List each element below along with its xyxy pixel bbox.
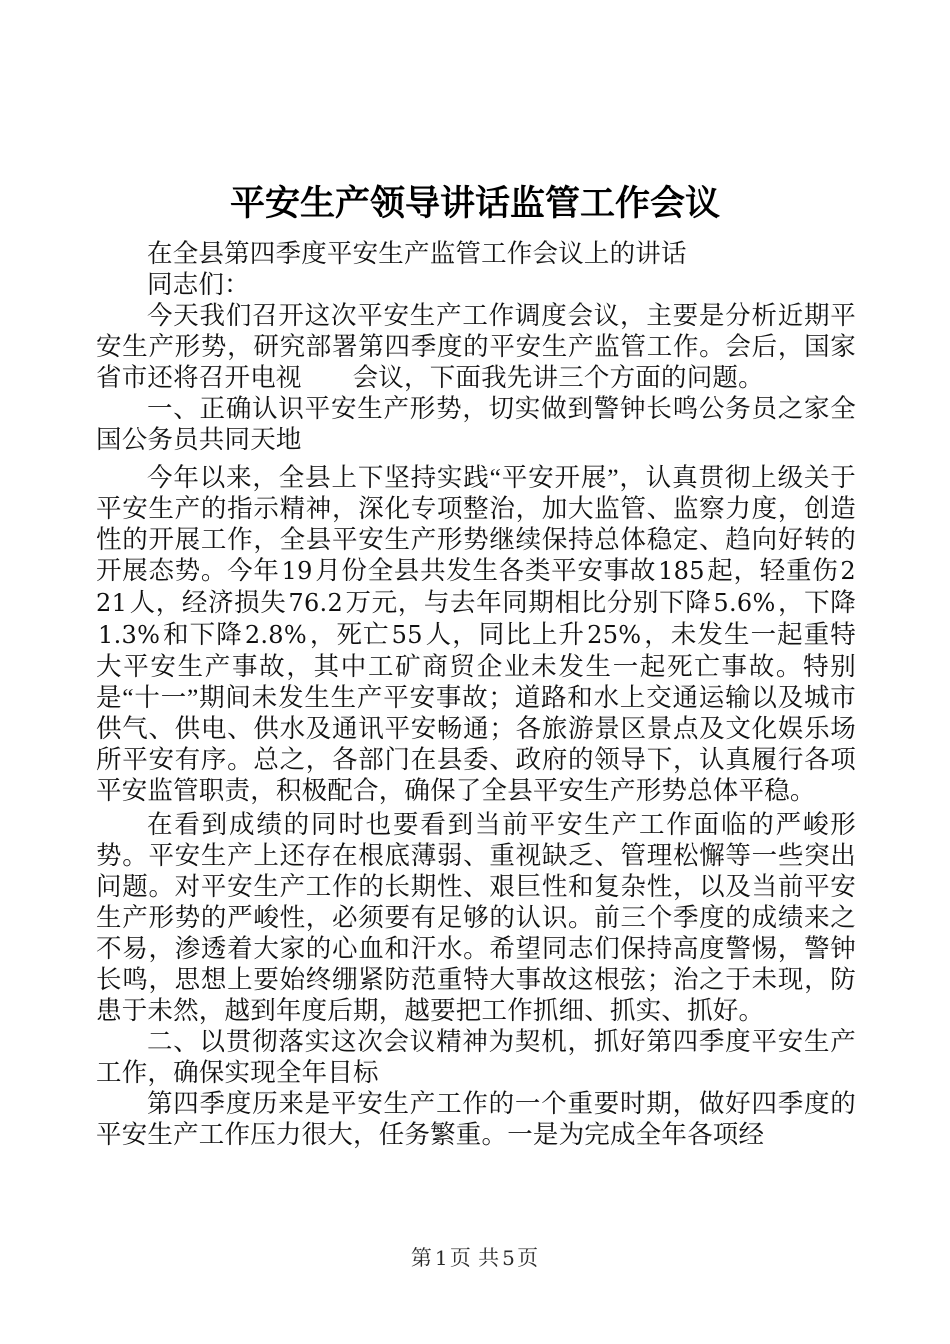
stat-text-a: 今年以来，全县上下坚持实践“平安开展”，认真贯彻上级关于平安生产的指示精神，深化专项整治，加大监管、监察力度，创造性的开展工作，全县平安生产形势继续保持总体稳定、趋向好转的开展态势。今年 xyxy=(96,463,856,585)
stat-text-c: 起，轻重伤 xyxy=(706,556,839,585)
footer-total-pages: 5 xyxy=(502,1246,516,1270)
stat-text-d: 人，经济损失 xyxy=(129,588,287,617)
figure-injured: 221 xyxy=(96,557,856,617)
page-title: 平安生产领导讲话监管工作会议 xyxy=(229,184,720,223)
footer-middle: 页 共 xyxy=(449,1246,501,1270)
paragraph-statistics xyxy=(96,462,856,806)
paragraph-opening-text-a: 今天我们召开这次平安生产工作调度会议，主要是分析近期平安生产形势，研究部署第四季度的平安生产监管工作。会后，国家省市还将召开电视 xyxy=(96,301,856,392)
figure-month: 19 xyxy=(281,557,313,585)
figure-drop-loss: 2.8% xyxy=(244,621,307,649)
paragraph-challenges: 在看到成绩的同时也要看到当前平安生产工作面临的严峻形势。平安生产上还存在根底薄弱、重视缺乏、管理松懈等一些突出问题。对平安生产工作的长期性、艰巨性和复杂性，以及当前平安生产形势的严峻性，必须要有足够的认识。前三个季度的成绩来之不易，渗透着大家的心血和汗水。希望同志们保持高度警惕，警钟长鸣，思想上要始终绷紧防范重特大事故这根弦；治之于未现，防患于未然，越到年度后期，越要把工作抓细、抓实、抓好。 xyxy=(96,810,856,1025)
stat-text-i: 人，同比上升 xyxy=(424,620,586,649)
figure-drop-accidents: 5.6% xyxy=(713,589,776,617)
stat-text-e: 万元，与去年同期相比分别下降 xyxy=(345,588,712,617)
figure-accidents: 185 xyxy=(658,557,705,585)
stat-text-b: 月份全县共发生各类平安事故 xyxy=(314,556,657,585)
paragraph-opening-text-b: 会议，下面我先讲三个方面的问题。 xyxy=(352,363,764,392)
section-heading-two: 二、以贯彻落实这次会议精神为契机，抓好第四季度平安生产工作，确保实现全年目标 xyxy=(96,1027,856,1087)
stat-text-g: 和下降 xyxy=(162,620,243,649)
document-body xyxy=(96,238,856,1150)
stat-text-f: ，下降 xyxy=(777,588,857,617)
stat-text-j: ，未发生一起重特大平安生产事故，其中工矿商贸企业未发生一起死亡事故。特别是“十一”期间未发生生产平安事故；道路和水上交通运输以及城市供气、供电、供水及通讯平安畅通；各旅游景区景点及文化娱乐场所平安有序。总之，各部门在县委、政府的领导下，认真履行各项平安监管职责，积极配合，确保了全县平安生产形势总体平稳。 xyxy=(96,620,857,805)
document-subtitle: 在全县第四季度平安生产监管工作会议上的讲话 xyxy=(147,239,687,268)
figure-economic-loss: 76.2 xyxy=(288,589,344,617)
footer-current-page: 1 xyxy=(434,1246,448,1270)
footer-prefix: 第 xyxy=(410,1246,433,1270)
figure-rise-deaths: 25% xyxy=(587,621,642,649)
paragraph-opening xyxy=(96,300,856,393)
footer-suffix: 页 xyxy=(517,1246,540,1270)
section-heading-one: 一、正确认识平安生产形势，切实做到警钟长鸣公务员之家全国公务员共同天地 xyxy=(96,394,856,454)
page-footer xyxy=(0,1245,950,1271)
figure-deaths: 55 xyxy=(391,621,423,649)
stat-text-h: ，死亡 xyxy=(309,620,390,649)
figure-drop-injured: 1.3% xyxy=(98,621,161,649)
salutation: 同志们： xyxy=(147,270,250,299)
paragraph-fourth-quarter: 第四季度历来是平安生产工作的一个重要时期，做好四季度的平安生产工作压力很大，任务繁重。一是为完成全年各项经 xyxy=(96,1089,856,1149)
